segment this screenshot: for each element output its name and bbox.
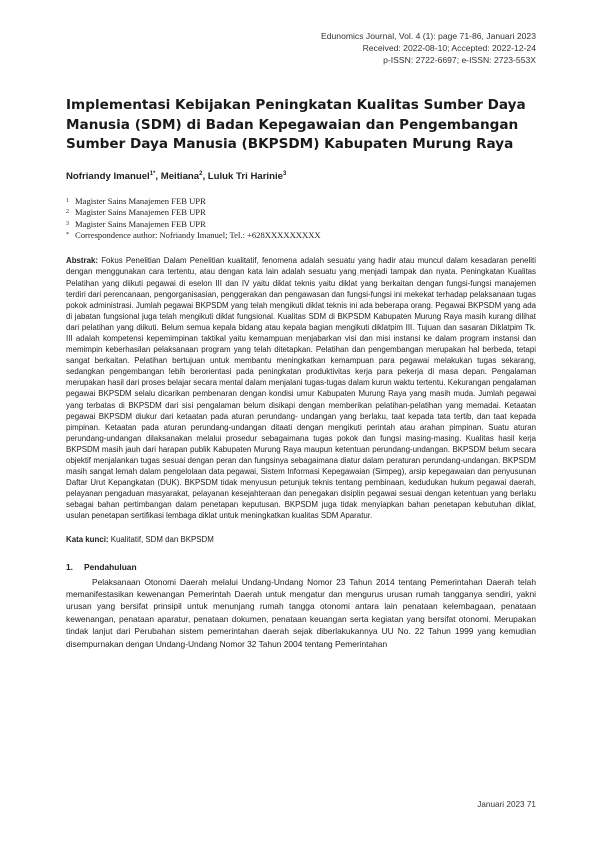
- affiliation-text: Magister Sains Manajemen FEB UPR: [75, 218, 206, 229]
- affiliation-mark: 1: [66, 197, 69, 204]
- abstract-text: Fokus Penelitian Dalam Penelitian kualitatif, fenomena adalah sesuatu yang hadir atau muncul dalam kesadaran peneliti dengan menggunakan cara tertentu, atau dengan kata lain adalah sesuatu yang menjadi tampak dan nyata. Peningkatan Kualitas Pelatihan yang diikuti pegawai di eselon III dan IV yaitu diklat teknis yaitu diklat yang berkaitan dengan fungsi-fungsi manajemen terdiri dari perencanaan, pengorganisasian, penggerakan dan pengawasan dan fungsi-fungsi ini mekekat terhadap pelaksanaan tugas pokok administrasi. Jumlah pegawai BKPSDM yang telah mengikuti diklat teknis ini ada beberapa orang. Pegawai BKPSDM yang ada di jabatan fungsional juga telah mengikuti diklat fungsional. Kualitas SDM di BKPSDM Kabupaten Murung Raya masih kurang dilihat dari pelatihan yang diikuti. Belum semua kepala bidang atau kepala bagian mengikuti diklatpim III. Tujuan dan sasaran Diklatpim Tk. III adalah kompetensi kepemimpinan taktikal yaitu kemampuan menjabarkan visi dan misi instansi ke dalam program instansi dan memimpin keberhasilan pelaksanaan program yang telah ditetapkan. Pelatihan dan pengembangan merupakan hal berbeda, tetapi sangat berkaitan. Pelatihan bertujuan untuk membantu meningkatkan kemampuan para pegawai melakukan tugas sekarang, sedangkan pengembangan lebih berorientasi pada peningkatan produktivitas kerja para pekerja di masa depan. Pengalaman merupakan hasil dari proses belajar secara mental dalam menjalani tugas-tugas dalam kurun waktu tertentu. Kekurangan pengalaman pegawai BKPSDM selalu dicarikan pembenaran dengan kondisi umur Kabupaten Murung Raya yang masih muda. Jumlah pegawai yang terbatas di BKPSDM dari sisi pengalaman belum disikapi dengan memberikan pelatihan-pelatihan yang memadai. Ketaatan pegawai BKPSDM diukur dari ketaatan pada aturan perundang- undangan yang berlaku, taat kepada tata tertib, dan taat kepada pimpinan. Ketaatan pada aturan perundang-undangan ditaati dengan mengikuti perintah atau arahan pimpinan. Suatu aturan perundang-undangan dilaksanakan melalui prosedur sebagaimana tugas pokok dan fungsi masing-masing. Kualitas hasil kerja BKPSDM masih jauh dari harapan publik Kabupaten Murung Raya maupun ketentuan perundang-undangan. BKPSDM belum secara objektif menjalankan tugas sesuai dengan peran dan fungsinya sebagaimana diatur dalam peraturan perundang-undangan. BKPSDM masih sangat lemah dalam pengelolaan data pegawai, Sistem Informasi Kepegawaian (Simpeg), arsip kepegawaian dan penyusunan Daftar Urut Kepangkatan (DUK). BKPSDM tidak menyusun petunjuk teknis tentang pembinaan, kedudukan hukum pegawai daerah, pelayanan pengaduan masyarakat, pelayanan kesejahteraan dan penegakan disiplin pegawai sesuai dengan ketentuan yang berlaku sebagai bahan pertimbangan dalam penetapan keputusan. BKPSDM juga tidak menyiapkan bahan penetapan kebutuhan diklat, usulan penetapan sertifikasi lembaga diklat untuk meningkatkan kualitas SDM Aparatur.: [66, 256, 536, 521]
- affiliation-item: [66, 219, 536, 230]
- abstract: [66, 255, 536, 521]
- correspondence-mark: *: [66, 231, 69, 238]
- keywords-label: Kata kunci:: [66, 534, 109, 544]
- abstract-label: Abstrak:: [66, 256, 99, 266]
- section-number: 1.: [66, 561, 73, 572]
- author-name: Luluk Tri Harinie: [207, 170, 283, 182]
- affiliation-text: Magister Sains Manajemen FEB UPR: [75, 207, 206, 218]
- intro-paragraph: Pelaksanaan Otonomi Daerah melalui Undang-Undang Nomor 23 Tahun 2014 tentang Pemerintahan Daerah telah memanifestasikan kewenangan Pemerintah Daerah untuk mengatur dan mengurus urusan rumah tangganya sendiri, yakni urusan yang bersifat prinsipil untuk menunjang rumah tangga otonomi antara lain penataan kelembagaan, penataan kewenangan, penataan aparatur, penataan dokumen, penataan keuangan serta kegiatan yang bersifat otonomi. Merupakan tindak lanjut dari Perubahan sistem pemerintahan daerah sejak diberlakukannya UU No. 22 Tahun 1999 yang kemudian disempurnakan dengan Undang-Undang Nomor 32 Tahun 2004 tentang Pemerintahan: [66, 576, 536, 649]
- affiliation-mark: 2: [66, 209, 69, 216]
- affiliation-item: [66, 196, 536, 207]
- keywords: [66, 535, 536, 544]
- affiliation-text: Magister Sains Manajemen FEB UPR: [75, 195, 206, 206]
- author-list: Nofriandy Imanuel$^{1*}$, Meitiana$^2$, Luluk Tri Harinie$^3$: [66, 170, 287, 182]
- journal-header: [66, 30, 536, 66]
- affiliation-mark: 3: [66, 220, 69, 227]
- page-footer: Januari 2023 71: [477, 800, 536, 809]
- author-name: Meitiana: [160, 170, 200, 182]
- correspondence-text: Correspondence author: Nofriandy Imanuel; Tel.: +628XXXXXXXXX: [75, 229, 321, 240]
- author-affiliation-mark: 2: [199, 170, 203, 177]
- affiliation-list: [66, 196, 536, 242]
- journal-citation: Edunomics Journal, Vol. 4 (1): page 71-86, Januari 2023: [321, 31, 536, 41]
- issn-line: p-ISSN: 2722-6697; e-ISSN: 2723-553X: [383, 55, 536, 65]
- keywords-text: Kualitatif, SDM dan BKPSDM: [110, 534, 214, 544]
- section-heading: [66, 562, 536, 572]
- section-title: Pendahuluan: [84, 561, 137, 572]
- correspondence-item: [66, 230, 536, 241]
- author-affiliation-mark: 1*: [149, 170, 156, 177]
- author-affiliation-mark: 3: [282, 170, 287, 177]
- received-accepted-dates: Received: 2022-08-10; Accepted: 2022-12-24: [362, 43, 536, 53]
- author-name: Nofriandy Imanuel: [66, 170, 150, 182]
- paper-title: Implementasi Kebijakan Peningkatan Kualitas Sumber Daya Manusia (SDM) di Badan Kepegawaian dan Pengembangan Sumber Daya Manusia (BKPSDM) Kabupaten Murung Raya: [66, 97, 526, 152]
- affiliation-item: [66, 207, 536, 218]
